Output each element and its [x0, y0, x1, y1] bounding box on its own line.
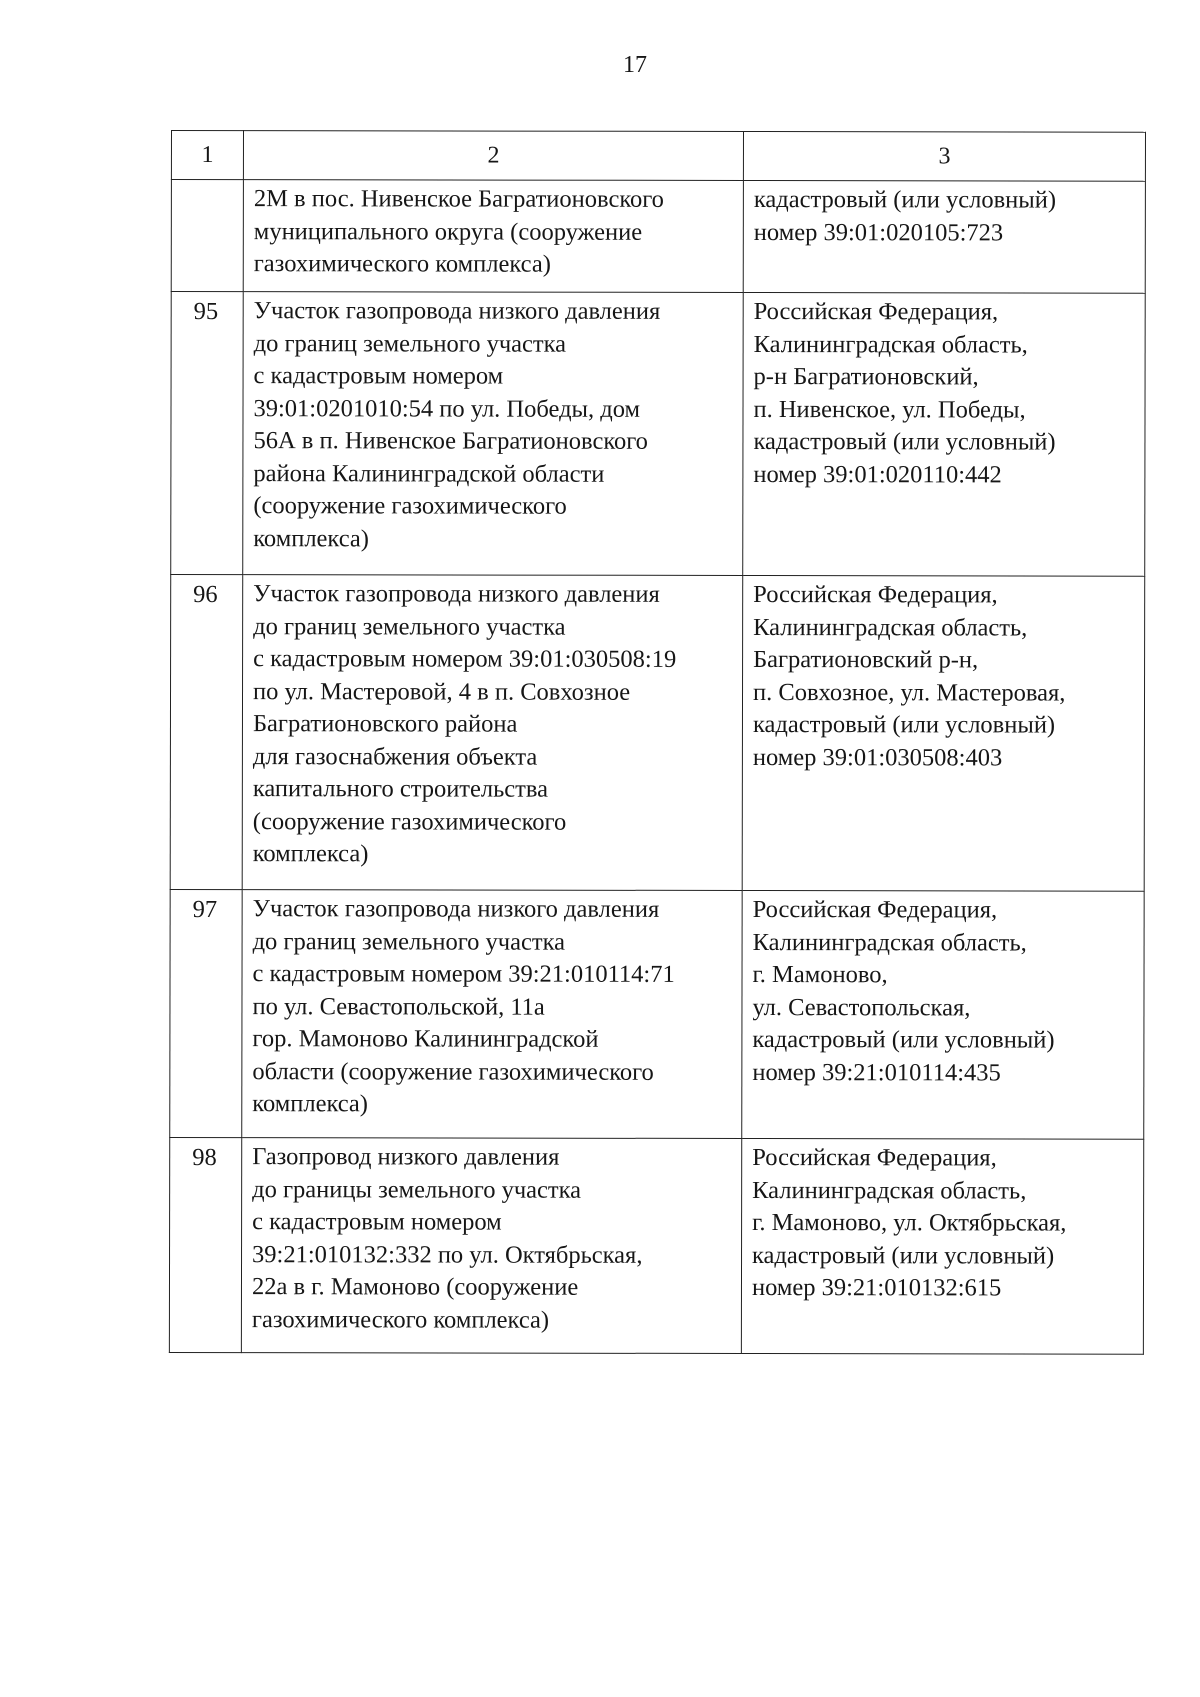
description-line: по ул. Мастеровой, 4 в п. Совхозное: [252, 677, 631, 706]
address-line: кадастровый (или условный): [753, 428, 1056, 456]
object-address: [743, 292, 1145, 576]
table-row: [170, 575, 1145, 892]
description-line: до границ земельного участка: [253, 329, 567, 358]
address-line: кадастровый (или условный): [753, 186, 1057, 214]
description-line: Газопровод низкого давления: [252, 1143, 560, 1171]
address-line: номер 39:21:010132:615: [751, 1274, 1002, 1302]
column-header-1: 1: [171, 131, 243, 180]
description-line: комплекса): [253, 524, 369, 552]
description-line: с кадастровым номером: [253, 362, 504, 390]
column-header-3: 3: [743, 131, 1145, 181]
address-line: Российская Федерация,: [753, 581, 998, 609]
object-description: [242, 575, 743, 891]
table-row: [171, 292, 1145, 577]
object-address: [743, 180, 1145, 293]
description-line: Участок газопровода низкого давления: [252, 895, 660, 923]
row-number: 96: [170, 575, 243, 890]
address-line: Калининградская область,: [753, 330, 1028, 358]
description-line: (сооружение газохимического: [252, 807, 567, 836]
description-line: Участок газопровода низкого давления: [253, 297, 661, 325]
description-line: 56А в п. Нивенское Багратионовского: [253, 427, 648, 455]
page-number: 17: [623, 52, 647, 78]
description-line: муниципального округа (сооружение: [253, 217, 643, 246]
object-description: [242, 890, 742, 1139]
description-line: до границы земельного участка: [252, 1175, 582, 1204]
objects-table: [169, 130, 1146, 1355]
description-line: района Калининградской области: [253, 459, 605, 488]
column-header-2: 2: [243, 131, 743, 181]
description-line: области (сооружение газохимического: [252, 1057, 654, 1086]
address-line: п. Нивенское, ул. Победы,: [753, 395, 1026, 423]
address-line: г. Мамоново, ул. Октябрьская,: [752, 1209, 1067, 1237]
address-line: п. Совхозное, ул. Мастеровая,: [752, 678, 1066, 707]
description-line: 2М в пос. Нивенское Багратионовского: [253, 185, 664, 213]
description-line: до границ земельного участка: [253, 612, 566, 641]
description-line: 39:01:0201010:54 по ул. Победы, дом: [253, 394, 641, 423]
description-line: Багратионовского района: [252, 710, 518, 738]
description-line: (сооружение газохимического: [253, 492, 567, 520]
address-line: ул. Севастопольская,: [752, 993, 971, 1021]
address-line: Багратионовский р-н,: [753, 646, 979, 674]
table-header-row: [171, 131, 1145, 182]
row-number: 97: [170, 889, 242, 1137]
address-line: кадастровый (или условный): [752, 1026, 1055, 1054]
address-line: Калининградская область,: [752, 928, 1027, 956]
description-line: комплекса): [252, 1090, 368, 1118]
address-line: Калининградская область,: [753, 613, 1028, 641]
address-line: г. Мамоново,: [752, 961, 888, 989]
row-number: 95: [171, 292, 243, 575]
address-line: номер 39:21:010114:435: [752, 1058, 1001, 1086]
object-address: [742, 890, 1144, 1139]
address-line: номер 39:01:030508:403: [752, 743, 1003, 771]
address-line: Российская Федерация,: [752, 1144, 997, 1172]
address-line: кадастровый (или условный): [752, 711, 1056, 739]
object-address: [741, 1138, 1143, 1354]
description-line: с кадастровым номером 39:01:030508:19: [253, 645, 677, 673]
description-line: комплекса): [252, 840, 369, 868]
description-line: гор. Мамоново Калининградской: [252, 1025, 599, 1053]
object-description: [243, 292, 743, 576]
address-line: Калининградская область,: [752, 1176, 1027, 1204]
description-line: для газоснабжения объекта: [252, 742, 538, 771]
address-line: номер 39:01:020110:442: [753, 460, 1002, 488]
description-line: по ул. Севастопольской, 11а: [252, 992, 545, 1021]
row-number: 98: [169, 1137, 241, 1352]
description-line: газохимического комплекса): [253, 250, 551, 278]
description-line: капитального строительства: [252, 775, 549, 803]
description-line: с кадастровым номером: [252, 1208, 502, 1236]
address-line: р-н Багратионовский,: [753, 363, 979, 391]
object-description: [241, 1138, 741, 1354]
description-line: 22а в г. Мамоново (сооружение: [251, 1273, 579, 1301]
address-line: кадастровый (или условный): [752, 1241, 1055, 1270]
object-description: [243, 180, 743, 293]
table-row: [171, 180, 1145, 294]
description-line: 39:21:010132:332 по ул. Октябрьская,: [252, 1240, 643, 1269]
address-line: номер 39:01:020105:723: [753, 218, 1004, 246]
address-line: Российская Федерация,: [753, 298, 999, 326]
description-line: с кадастровым номером 39:21:010114:71: [252, 960, 675, 988]
table-row: [170, 889, 1144, 1139]
table-row: [169, 1137, 1143, 1354]
address-line: Российская Федерация,: [752, 896, 998, 924]
description-line: Участок газопровода низкого давления: [253, 580, 660, 608]
object-address: [742, 575, 1145, 891]
row-number: [171, 180, 243, 292]
description-line: до границ земельного участка: [252, 927, 566, 956]
description-line: газохимического комплекса): [251, 1305, 550, 1334]
